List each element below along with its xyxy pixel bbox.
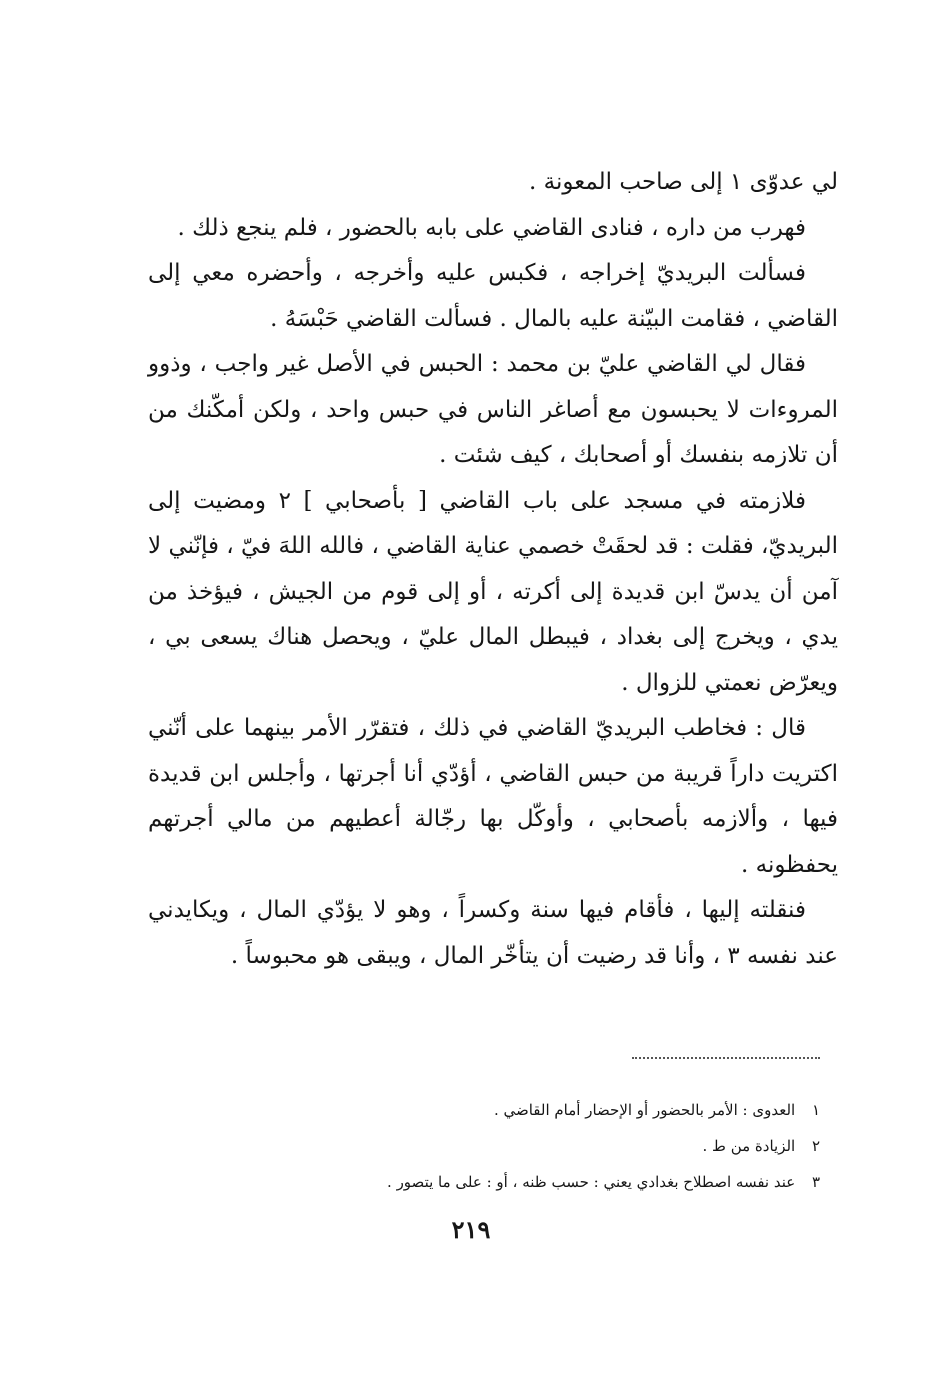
footnote-number: ٢ <box>811 1137 820 1155</box>
footnote <box>230 1128 820 1164</box>
paragraph: فلازمته في مسجد على باب القاضي [ بأصحابي ] ٢ ومضيت إلى البريديّ، فقلت : قد لحقَتْ خصمي عناية القاضي ، فالله اللهَ فيّ ، فإنّني لا آمن أن يدسّ ابن قديدة إلى أكرته ، أو إلى قوم من الجيش ، فيؤخذ من يدي ، ويخرج إلى بغداد ، فيبطل المال عليّ ، ويحصل هناك يسعى بي ، ويعرّض نعمتي للزوال . <box>148 487 838 696</box>
footnote-number: ١ <box>811 1101 820 1119</box>
paragraph: فهرب من داره ، فنادى القاضي على بابه بالحضور ، فلم ينجع ذلك . <box>177 214 806 241</box>
paragraph: فسألت البريديّ إخراجه ، فكبس عليه وأخرجه ، وأحضره معي إلى القاضي ، فقامت البيّنة عليه بالمال . فسألت القاضي حَبْسَهُ . <box>148 260 838 332</box>
footnote-text: عند نفسه اصطلاح بغدادي يعني : حسب ظنه ، أو : على ما يتصور . <box>387 1173 796 1191</box>
paragraph: قال : فخاطب البريديّ القاضي في ذلك ، فتقرّر الأمر بينهما على أنّني اكتريت داراً قريبة من حبس القاضي ، أؤدّي أنا أجرتها ، وأجلس ابن قديدة فيها ، وألازمه بأصحابي ، وأوكّل بها رجّالة أعطيهم من مالي أجرتهم يحفظونه . <box>148 715 838 878</box>
body-text <box>148 160 838 979</box>
paragraph: فنقلته إليها ، فأقام فيها سنة وكسراً ، وهو لا يؤدّي المال ، ويكايدني عند نفسه ٣ ، وأنا قد رضيت أن يتأخّر المال ، ويبقى هو محبوساً . <box>148 897 838 969</box>
footnote-text: الزيادة من ط . <box>702 1137 796 1155</box>
footnote-number: ٣ <box>811 1173 820 1191</box>
footnote-text: العدوى : الأمر بالحضور أو الإحضار أمام القاضي . <box>493 1101 796 1119</box>
footnote <box>230 1164 820 1200</box>
footnote <box>230 1092 820 1128</box>
footnote-separator <box>632 1057 820 1059</box>
paragraph: فقال لي القاضي عليّ بن محمد : الحبس في الأصل غير واجب ، وذوو المروءات لا يحبسون مع أصاغر الناس في حبس واحد ، ولكن أمكّنك من أن تلازمه بنفسك أو أصحابك ، كيف شئت . <box>148 351 838 468</box>
page-number: ٢١٩ <box>451 1215 491 1244</box>
paragraph-continuation: لي عدوّى ١ إلى صاحب المعونة . <box>529 169 838 195</box>
footnotes <box>230 1092 820 1200</box>
